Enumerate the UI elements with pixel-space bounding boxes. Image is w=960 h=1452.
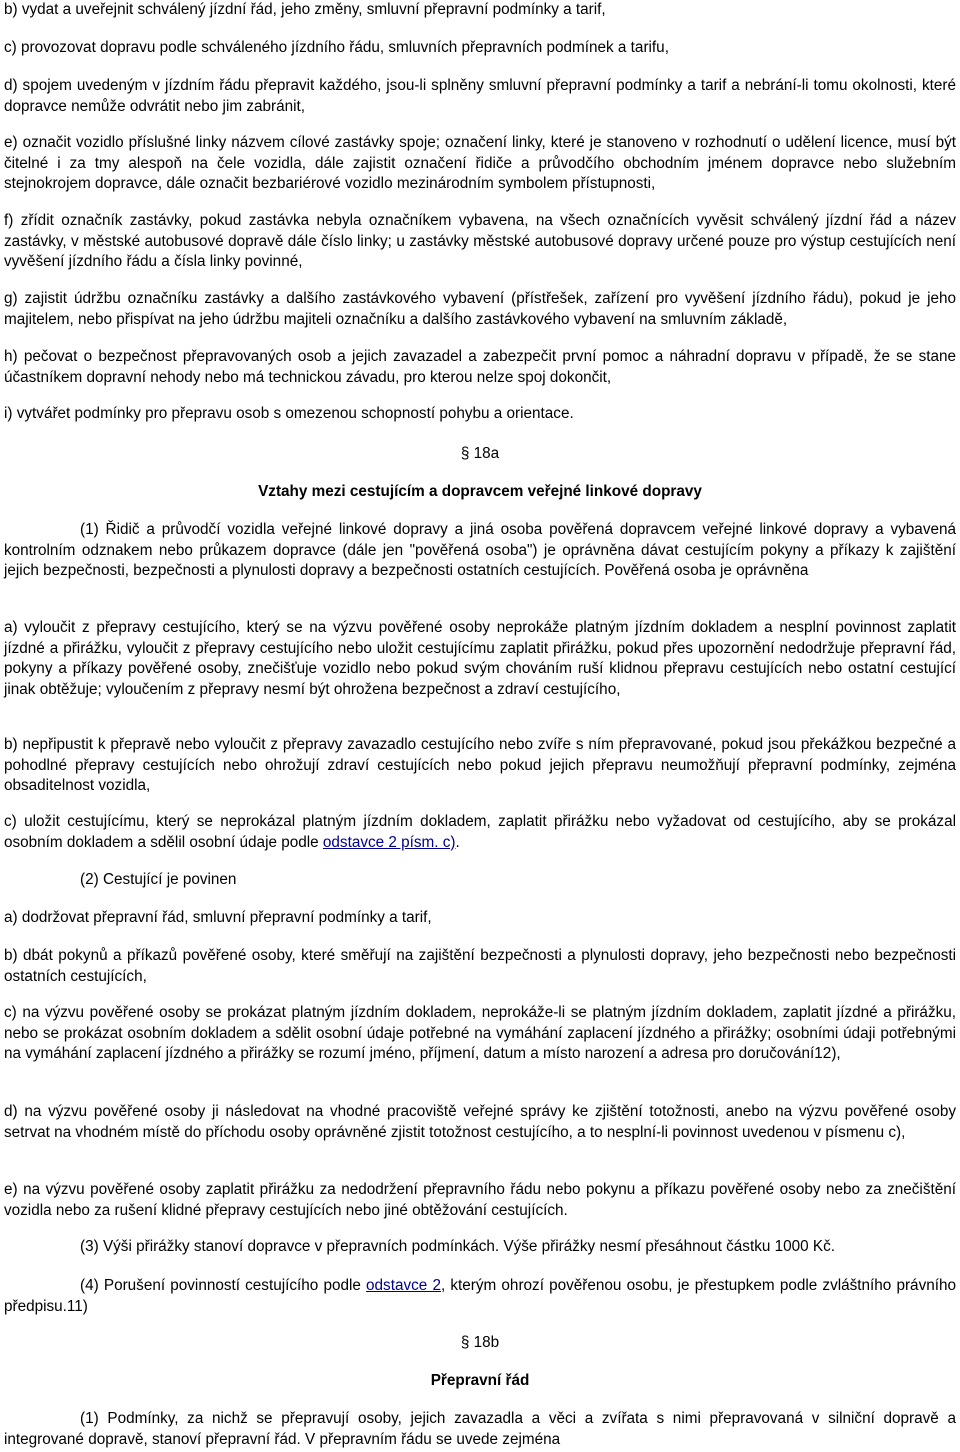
paragraph-d: d) spojem uvedeným v jízdním řádu přepravit každého, jsou-li splněny smluvní přepravní podmínky a tarif a nebrání-li tomu okolnosti, které dopravce nemůže odvrátit nebo jim zabránit, xyxy=(4,77,956,115)
para-4-end: , kterým ohrozí pověřenou osobu, je přestupkem podle zvláštního právního předpisu.11) xyxy=(4,1277,956,1315)
paragraph-i: i) vytvářet podmínky pro přepravu osob s omezenou schopností pohybu a orientace. xyxy=(4,405,574,422)
section-18a-para-4 xyxy=(4,1276,956,1317)
section-18a-para-1: (1) Řidič a průvodčí vozidla veřejné linkové dopravy a jiná osoba pověřená dopravcem veřejné linkové dopravy a vybavená kontrolním odznakem nebo průkazem dopravce (dále jen "pověřená osoba") je oprávněna dávat cestujícím pokyny a příkazy k zajištění jejich bezpečnosti, bezpečnosti a plynulosti dopravy a bezpečnosti ostatních cestujících. Pověřená osoba je oprávněna xyxy=(4,521,956,579)
section-18a-title: Vztahy mezi cestujícím a dopravcem veřejné linkové dopravy xyxy=(258,483,702,500)
section-18a-para-3: (3) Výši přirážky stanoví dopravce v přepravních podmínkách. Výše přirážky nesmí přesáhnout částku 1000 Kč. xyxy=(80,1238,835,1255)
item-c-end: . xyxy=(455,833,460,851)
paragraph-e: e) označit vozidlo příslušné linky názvem cílové zastávky spoje; označení linky, které je stanoveno v rozhodnutí o udělení licence, musí být čitelné i za tmy alespoň na čele vozidla, dále zajistit označení řidiče a průvodčího obchodním jménem dopravce nebo služebním stejnokrojem dopravce, dále označit bezbariérové vozidlo mezinárodním symbolem přístupnosti, xyxy=(4,134,956,192)
para-4-text: (4) Porušení povinností cestujícího podle xyxy=(80,1277,367,1294)
item-c-text: c) uložit cestujícímu, který se neprokázal platným jízdním dokladem, zaplatit přirážku nebo vyžadovat od cestujícího, aby se prokázal osobním dokladem a sdělil osobní údaje podle xyxy=(4,813,956,851)
paragraph-g: g) zajistit údržbu označníku zastávky a dalšího zastávkového vybavení (přístřešek, zařízení pro vyvěšení jízdního řádu), pokud je jeho majitelem, nebo přispívat na jeho údržbu majiteli označníku a dalšího zastávkového vybavení na smluvním základě, xyxy=(4,290,956,328)
odstavce-2-link[interactable]: odstavce 2 xyxy=(366,1277,441,1294)
odstavce-2-pism-c-link[interactable]: odstavce 2 písm. c) xyxy=(322,833,456,851)
section-18a-2-item-b: b) dbát pokynů a příkazů pověřené osoby, které směřují na zajištění bezpečnosti a plynulosti dopravy, jeho bezpečnosti nebo bezpečnosti ostatních cestujících, xyxy=(4,947,956,985)
section-18a-number: § 18a xyxy=(460,445,500,462)
paragraph-c: c) provozovat dopravu podle schváleného jízdního řádu, smluvních přepravních podmínek a tarifu, xyxy=(4,39,669,56)
section-18a-item-a: a) vyloučit z přepravy cestujícího, který se na výzvu pověřené osoby neprokáže platným jízdním dokladem a nesplní povinnost zaplatit jízdné a přirážku, vyloučit z přepravy cestujícího nebo uložit cestujícímu zaplatit přirážku, pokud přes upozornění nedodržuje přepravní řád, pokyny a příkazy pověřené osoby, znečišťuje vozidlo nebo pokud svým chováním ruší klidnou přepravu cestujících nebo ostatní cestující jinak obtěžuje; vyloučením z přepravy nesmí být ohrožena bezpečnost a zdraví cestujícího, xyxy=(4,619,956,698)
section-18a-2-item-d: d) na výzvu pověřené osoby ji následovat na vhodné pracoviště veřejné správy ke zjištění totožnosti, anebo na výzvu pověřené osoby setrvat na vhodném místě do příchodu osoby oprávněné zjistit totožnost cestujícího, a to nesplní-li povinnost uvedenou v písmenu c), xyxy=(4,1103,956,1141)
paragraph-f: f) zřídit označník zastávky, pokud zastávka nebyla označníkem vybavena, na všech označnících vyvěsit schválený jízdní řád a název zastávky, v městské autobusové dopravě dále číslo linky; u zastávky městské autobusové dopravy určené pouze pro výstup cestujících není vyvěšení jízdního řádu a čísla linky povinné, xyxy=(4,212,956,270)
section-18a-item-b: b) nepřipustit k přepravě nebo vyloučit z přepravy zavazadlo cestujícího nebo zvíře s ním přepravované, pokud jsou překážkou bezpečné a pohodlné přepravy cestujících nebo ohrožují zdraví cestujících nebo pokud jejich přepravu neumožňují přepravní podmínky, zejména obsaditelnost vozidla, xyxy=(4,736,956,794)
paragraph-b: b) vydat a uveřejnit schválený jízdní řád, jeho změny, smluvní přepravní podmínky a tarif, xyxy=(4,1,606,18)
section-18b-para-1: (1) Podmínky, za nichž se přepravují osoby, jejich zavazadla a věci a zvířata s nimi přepravovaná v silniční dopravě a integrované dopravě, stanoví přepravní řád. V přepravním řádu se uvede zejména xyxy=(4,1410,956,1448)
section-18a-2-item-a: a) dodržovat přepravní řád, smluvní přepravní podmínky a tarif, xyxy=(4,909,432,926)
section-18a-2-item-e: e) na výzvu pověřené osoby zaplatit přirážku za nedodržení přepravního řádu nebo pokynu a příkazu pověřené osoby nebo za znečištění vozidla nebo za rušení klidné přepravy cestujících nebo jiné obtěžování cestujících. xyxy=(4,1181,956,1219)
paragraph-h: h) pečovat o bezpečnost přepravovaných osob a jejich zavazadel a zabezpečit první pomoc a náhradní dopravu v případě, že se stane účastníkem dopravní nehody nebo má technickou závadu, pro kterou nelze spoj dokončit, xyxy=(4,348,956,386)
section-18b-title: Přepravní řád xyxy=(430,1372,530,1389)
section-18a-item-c xyxy=(4,812,956,853)
section-18b-number: § 18b xyxy=(460,1334,500,1351)
section-18a-para-2: (2) Cestující je povinen xyxy=(80,871,237,888)
section-18a-2-item-c: c) na výzvu pověřené osoby se prokázat platným jízdním dokladem, neprokáže-li se platným jízdním dokladem, zaplatit jízdné a přirážku, nebo se prokázat osobním dokladem a sdělit osobní údaje potřebné na vymáhání zaplacení jízdného a přirážky; osobními údaji potřebnými na vymáhání zaplacení jízdného a přirážky se rozumí jméno, příjmení, datum a místo narození a adresa pro doručování12), xyxy=(4,1004,956,1062)
